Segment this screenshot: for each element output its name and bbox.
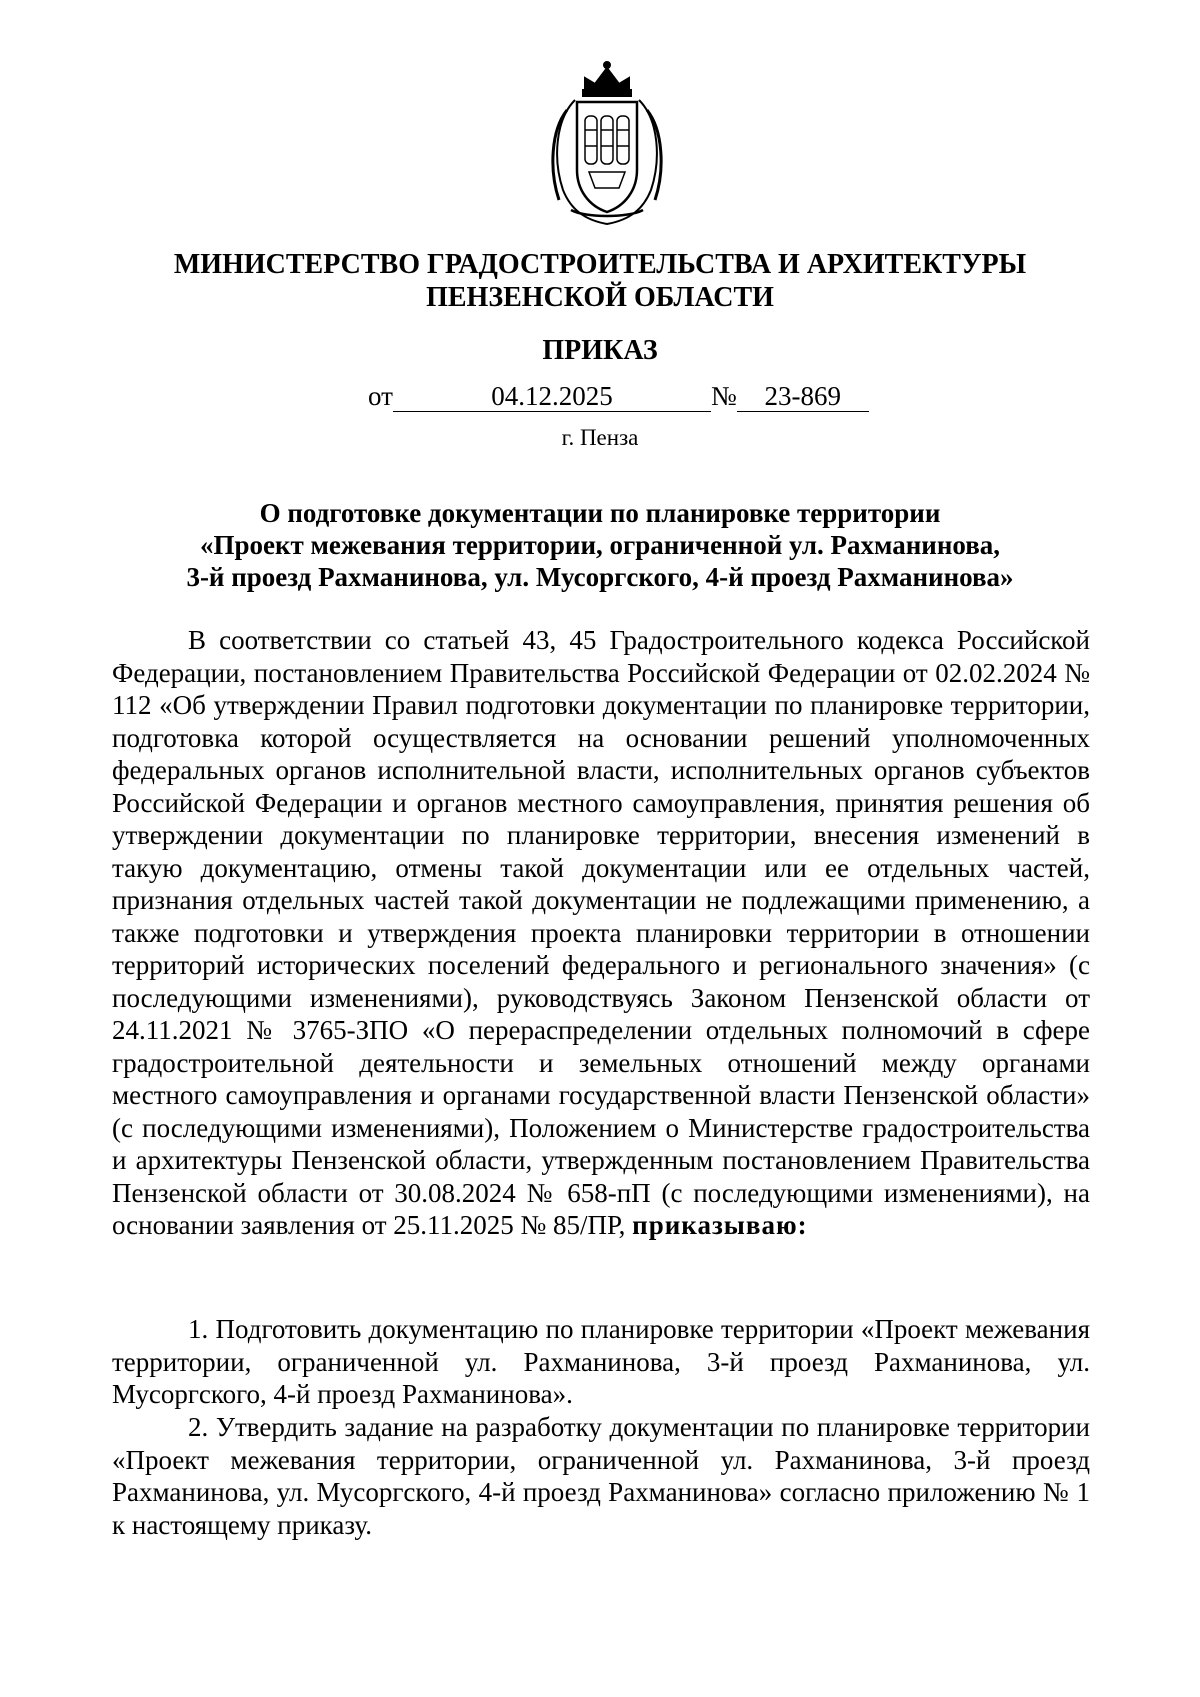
date-number-line [368,380,869,412]
order-item-2 [112,1411,1090,1541]
penza-coat-of-arms-icon [545,60,670,228]
preamble-text: В соответствии со статьей 43, 45 Градостроительного кодекса Российской Федерации, постановлением Правительства Российской Федерации от 02.02.2024 № 112 «Об утверждении Правил подготовки документации по планировке территории, подготовка которой осуществляется на основании решений уполномоченных федеральных органов исполнительной власти, исполнительных органов субъектов Российской Федерации и органов местного самоуправления, принятия решения об утверждении документации по планировке территории, внесения изменений в такую документацию, отмены такой документации или ее отдельных частей, признания отдельных частей такой документации не подлежащими применению, а также подготовки и утверждения проекта планировки территории в отношении территорий исторических поселений федерального и регионального значения» (с последующими изменениями), руководствуясь Законом Пензенской области от 24.11.2021 № 3765-ЗПО «О перераспределении отдельных полномочий в сфере градостроительной деятельности и земельных отношений между органами местного самоуправления и органами государственной власти Пензенской области» (с последующими изменениями), Положением о Министерстве градостроительства и архитектуры Пензенской области, утвержденным постановлением Правительства Пензенской области от 30.08.2024 № 658-пП (с последующими изменениями), на основании заявления от 25.11.2025 № 85/ПР, [112,625,1090,1240]
document-subject [0,497,1200,593]
order-word: приказываю: [632,1210,808,1240]
date-prefix: от [368,381,393,411]
ministry-name-line2: ПЕНЗЕНСКОЙ ОБЛАСТИ [426,282,774,313]
preamble-paragraph [112,624,1090,1242]
item-number: 1. [188,1314,209,1344]
item-text: Подготовить документацию по планировке территории «Проект межевания территории, ограниченной ул. Рахманинова, 3-й проезд Рахманинова, ул. Мусоргского, 4-й проезд Рахманинова». [112,1314,1090,1409]
order-item-1 [112,1313,1090,1411]
document-date: 04.12.2025 [393,381,711,412]
number-prefix: № [710,381,737,411]
city: г. Пенза [561,425,639,450]
document-number: 23-869 [737,381,869,412]
ministry-name [0,248,1200,314]
item-text: Утвердить задание на разработку документации по планировке территории «Проект межевания территории, ограниченной ул. Рахманинова, 3-й проезд Рахманинова, ул. Мусоргского, 4-й проезд Рахманинова» согласно приложению № 1 к настоящему приказу. [112,1412,1090,1540]
ministry-name-line1: МИНИСТЕРСТВО ГРАДОСТРОИТЕЛЬСТВА И АРХИТЕКТУРЫ [173,249,1027,280]
item-number: 2. [188,1412,209,1442]
subject-line2: «Проект межевания территории, ограниченной ул. Рахманинова, [199,530,1001,560]
document-type: ПРИКАЗ [542,335,658,366]
subject-line1: О подготовке документации по планировке территории [259,498,941,528]
subject-line3: 3-й проезд Рахманинова, ул. Мусоргского, 4-й проезд Рахманинова» [186,562,1014,592]
